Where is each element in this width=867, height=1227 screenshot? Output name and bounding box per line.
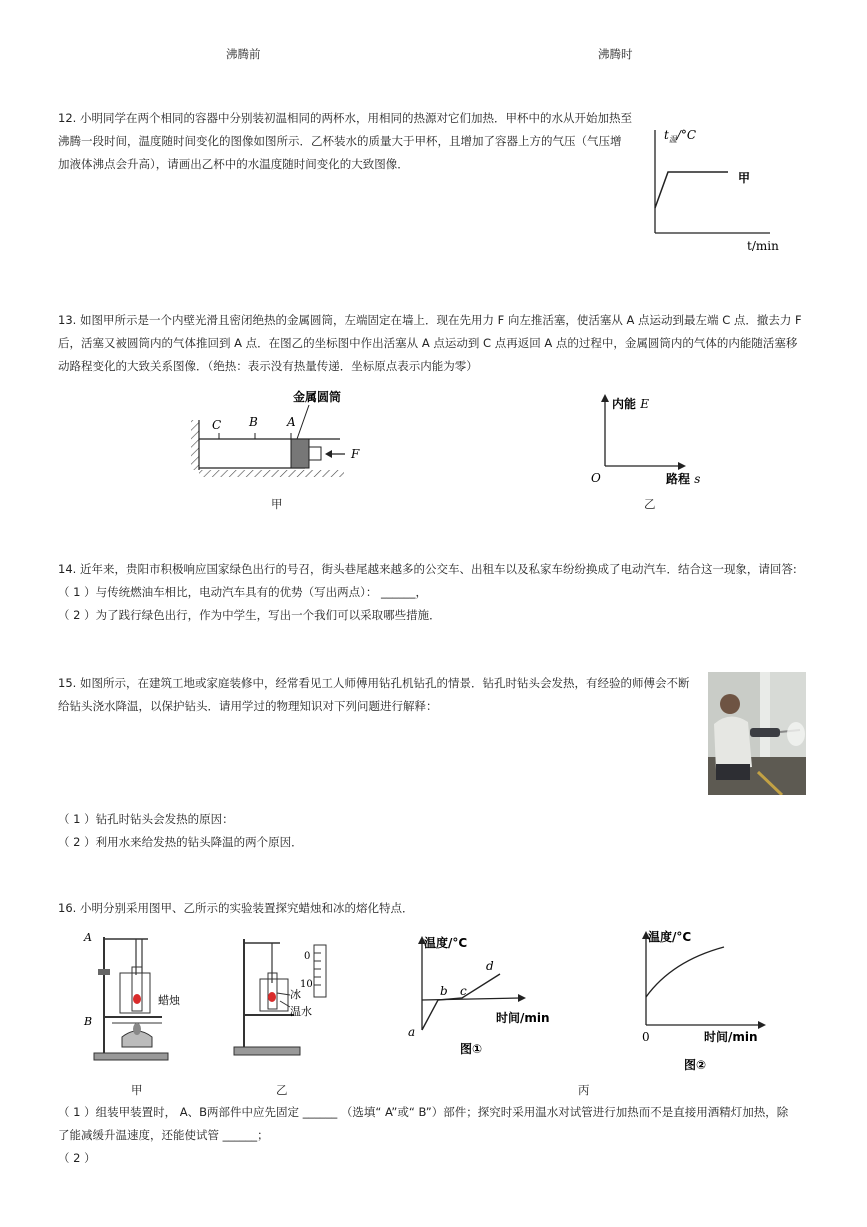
apparatus-jia <box>82 925 192 1065</box>
q15-line-2: 给钻头浇水降温，以保护钻头．请用学过的物理知识对下列问题进行解释： <box>58 699 438 713</box>
q12-line-2: 沸腾一段时间，温度随时间变化的图像如图所示．乙杯装水的质量大于甲杯，且增加了容器上方的气压（气压增 <box>58 134 622 148</box>
force-label: F <box>351 447 360 461</box>
q13-xlabel: 路程 s <box>666 472 701 486</box>
graph2-xlabel: 时间/min <box>704 1030 758 1044</box>
q15-sub-2: （ 2 ）利用水来给发热的钻头降温的两个原因． <box>58 835 303 849</box>
graph1-caption: 图① <box>460 1042 483 1056</box>
apparatus-yi <box>228 935 343 1065</box>
q12-ylabel: $t_温/^\circ C$ <box>664 128 697 144</box>
q16-sub-1: （ 1 ）组装甲装置时， A、B两部件中应先固定 ______ （选填“ A”或“ B”）部件；探究时采用温水对试管进行加热而不是直接用酒精灯加热，除 <box>58 1105 789 1119</box>
q13-line-1: 13. 如图甲所示是一个内壁光滑且密闭绝热的金属圆筒，左端固定在墙上．现在先用力 F 向左推活塞，使活塞从 A 点运动到最左端 C 点．撤去力 F <box>58 313 802 327</box>
q12-line-1: 12. 小明同学在两个相同的容器中分别装初温相同的两杯水，用相同的热源对它们加热．甲杯中的水从开始加热至 <box>58 111 632 125</box>
graph2-caption: 图② <box>684 1058 707 1072</box>
graph-2 <box>636 925 786 1075</box>
q12-line-3: 加液体沸点会升高），请画出乙杯中的水温度随时间变化的大致图像． <box>58 157 409 171</box>
caption-jia: 甲 <box>131 1083 143 1097</box>
q16-intro: 16. 小明分别采用图甲、乙所示的实验装置探究蜡烛和冰的熔化特点． <box>58 901 414 915</box>
caption-before-boiling: 沸腾前 <box>226 47 261 61</box>
caption-yi: 乙 <box>276 1083 288 1097</box>
q13-line-2: 后，活塞又被圆筒内的气体推回到 A 点．在图乙的坐标图中作出活塞从 A 点运动到 C 点再返回 A 点的过程中，金属圆筒内的气体的内能随活塞移 <box>58 336 798 350</box>
point-b: B <box>249 415 258 429</box>
caption-bing: 丙 <box>578 1083 590 1097</box>
graph1-point-a: a <box>408 1025 416 1039</box>
q12-series-label: 甲 <box>738 171 751 185</box>
q13-line-3: 动路程变化的大致关系图像．（绝热：表示没有热量传递．坐标原点表示内能为零） <box>58 359 478 373</box>
graph2-origin: 0 <box>642 1030 650 1044</box>
point-a: A <box>287 415 296 429</box>
graph1-ylabel: 温度/°C <box>424 936 468 950</box>
scale-10: 10 <box>300 979 313 990</box>
q16-sub-1-cont: 了能减缓升温速度，还能使试管 ______； <box>58 1128 269 1142</box>
graph1-point-c: c <box>460 984 467 998</box>
graph1-point-b: b <box>440 984 448 998</box>
q15-line-1: 15. 如图所示，在建筑工地或家庭装修中，经常看见工人师傅用钻孔机钻孔的情景．钻孔时钻头会发热，有经验的师傅会不断 <box>58 676 690 690</box>
q12-temperature-graph <box>640 120 790 260</box>
q14-line-2: （ 1 ）与传统燃油车相比，电动汽车具有的优势（写出两点）： ______， <box>58 585 428 599</box>
q14-line-3: （ 2 ）为了践行绿色出行，作为中学生，写出一个我们可以采取哪些措施． <box>58 608 441 622</box>
q15-sub-1: （ 1 ）钻孔时钻头会发热的原因： <box>58 812 234 826</box>
q12-xlabel: t/min <box>747 239 779 253</box>
label-ice: 冰 <box>290 988 301 1001</box>
label-warm-water: 温水 <box>290 1005 312 1018</box>
graph-1 <box>404 930 564 1060</box>
label-candle: 蜡烛 <box>158 994 180 1007</box>
q14-line-1: 14. 近年来，贵阳市积极响应国家绿色出行的号召，街头巷尾越来越多的公交车、出租车以及私家车纷纷换成了电动汽车．结合这一现象，请回答: <box>58 562 797 576</box>
worker-drilling-photo <box>708 672 806 795</box>
q13-caption-jia: 甲 <box>271 497 283 511</box>
graph1-xlabel: 时间/min <box>496 1011 550 1025</box>
q13-cylinder-figure <box>185 385 375 485</box>
q13-energy-graph <box>585 388 715 488</box>
q13-ylabel: 内能 E <box>612 397 649 411</box>
graph2-ylabel: 温度/°C <box>648 930 692 944</box>
graph1-point-d: d <box>486 959 494 973</box>
caption-while-boiling: 沸腾时 <box>598 47 633 61</box>
label-b: B <box>84 1015 93 1028</box>
cylinder-title: 金属圆筒 <box>293 390 342 404</box>
scale-0: 0 <box>304 951 311 962</box>
point-c: C <box>212 418 222 432</box>
q13-caption-yi: 乙 <box>644 497 656 511</box>
q16-sub-2: （ 2 ） <box>58 1151 96 1165</box>
q13-origin: O <box>591 471 601 485</box>
label-a: A <box>84 931 92 944</box>
